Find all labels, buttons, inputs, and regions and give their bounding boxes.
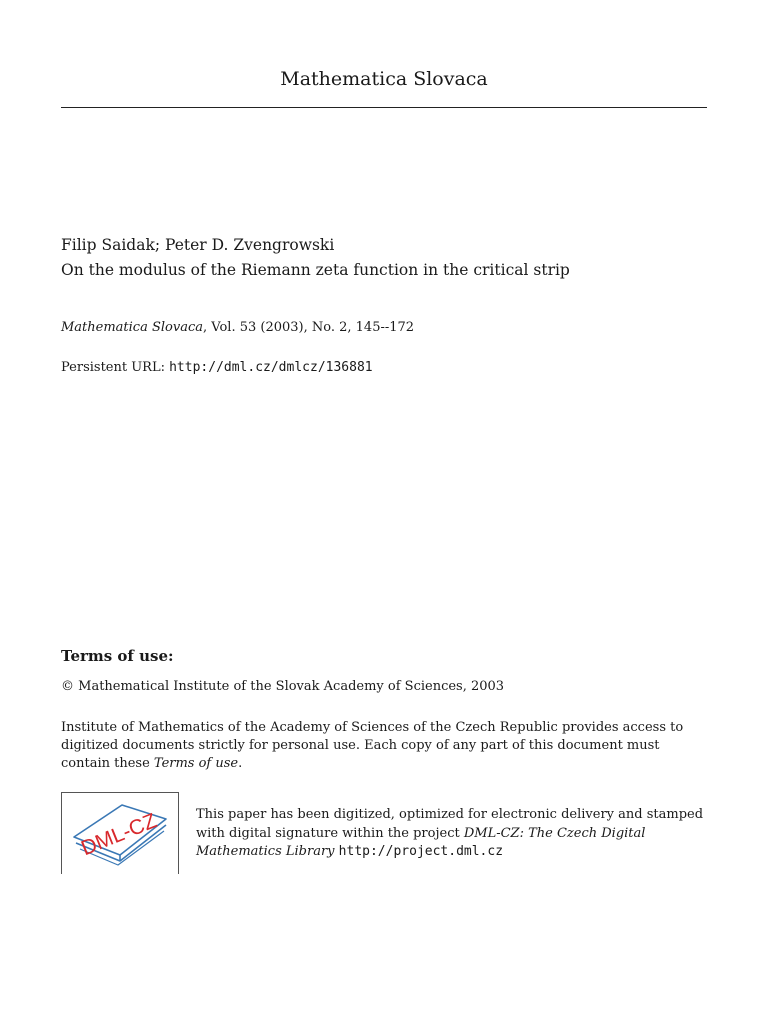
journal-title: Mathematica Slovaca (280, 68, 488, 90)
article-title: On the modulus of the Riemann zeta function in the critical strip (61, 261, 570, 279)
persistent-url-label: Persistent URL: (61, 360, 170, 375)
citation-details: , Vol. 53 (2003), No. 2, 145--172 (203, 320, 415, 335)
access-statement (61, 719, 711, 773)
dml-cz-logo (61, 792, 179, 874)
terms-of-use-italic: Terms of use (153, 756, 239, 771)
persistent-url-link[interactable]: http://dml.cz/dmlcz/136881 (169, 360, 373, 375)
dml-cz-logo-icon (62, 793, 178, 874)
project-name: DML-CZ: The Czech Digital Mathematics Library (196, 825, 646, 859)
access-end: . (238, 756, 243, 771)
digitization-note (196, 806, 716, 862)
dml-cz-logo-text: DML-CZ (77, 809, 161, 861)
article-authors: Filip Saidak; Peter D. Zvengrowski (61, 236, 335, 254)
article-citation (61, 320, 414, 335)
terms-heading: Terms of use: (61, 647, 174, 665)
header-rule (61, 107, 707, 108)
persistent-url-line (61, 360, 373, 375)
digitization-text: This paper has been digitized, optimized for electronic delivery and stamped with digital signature within the project (196, 807, 704, 841)
citation-journal: Mathematica Slovaca (61, 320, 203, 335)
access-text: Institute of Mathematics of the Academy of Sciences of the Czech Republic provides access to digitized documents strictly for personal use. Each copy of any part of this document must contain these (61, 720, 684, 771)
project-url-link[interactable]: http://project.dml.cz (338, 844, 504, 859)
copyright-notice: © Mathematical Institute of the Slovak Academy of Sciences, 2003 (61, 679, 505, 694)
